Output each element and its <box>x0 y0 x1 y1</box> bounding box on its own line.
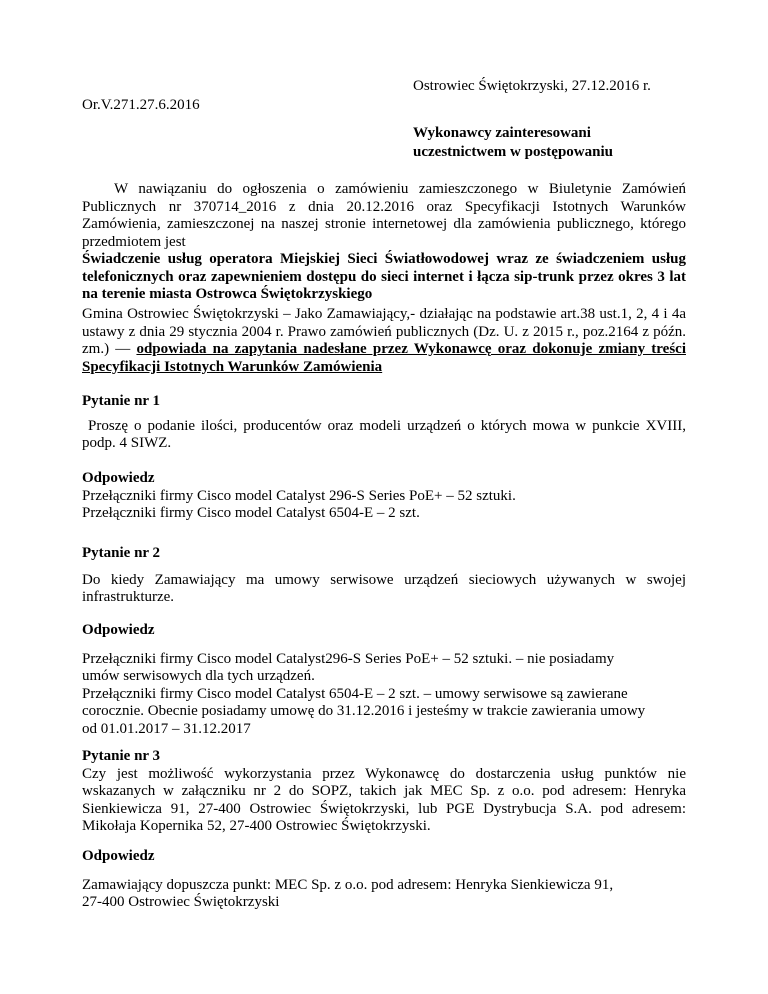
addressee-line-1: Wykonawcy zainteresowani <box>413 125 591 141</box>
answer-2 <box>82 622 686 738</box>
statement-text: Gmina Ostrowiec Świętokrzyski – Jako Zamawiający,- działając na podstawie art.38 ust.1, 2, 4 i 4a ustawy z dnia 29 stycznia 2004 r. Prawo zamówień publicznych (Dz. U. z 2015 r., poz.2164 z późn. zm.) — <box>82 306 686 357</box>
question-3 <box>82 748 686 836</box>
answer-1 <box>82 470 686 523</box>
question-2-heading: Pytanie nr 2 <box>82 545 161 561</box>
addressee-line-2: uczestnictwem w postępowaniu <box>413 144 613 160</box>
answer-2-line-2: umów serwisowych dla tych urządzeń. <box>82 668 315 684</box>
question-3-heading: Pytanie nr 3 <box>82 748 161 764</box>
intro-section <box>82 181 686 304</box>
place-date: Ostrowiec Świętokrzyski, 27.12.2016 r. <box>413 78 651 94</box>
answer-3-body <box>82 877 722 912</box>
subject-paragraph: Świadczenie usług operatora Miejskiej Sieci Światłowodowej wraz ze świadczeniem usług telefonicznych oraz zapewnieniem dostępu do sieci internet i łącza sip-trunk przez okres 3 lat na terenie miasta Ostrowca Świętokrzyskiego <box>82 251 686 302</box>
answer-2-heading: Odpowiedz <box>82 622 155 638</box>
question-3-text: Czy jest możliwość wykorzystania przez Wykonawcę do dostarczenia usług punktów nie wskazanych w załączniku nr 2 do SOPZ, takich jak MEC Sp. z o.o. pod adresem: Henryka Sienkiewicza 91, 27-400 Ostrowiec Świętokrzyski, lub PGE Dystrybucja S.A. pod adresem: Mikołaja Kopernika 52, 27-400 Ostrowiec Świętokrzyski. <box>82 765 686 834</box>
answer-1-heading: Odpowiedz <box>82 470 155 486</box>
question-1 <box>82 393 690 453</box>
question-1-heading: Pytanie nr 1 <box>82 393 161 409</box>
answer-2-body <box>82 651 722 739</box>
answer-2-line-5: od 01.01.2017 – 31.12.2017 <box>82 720 251 737</box>
answer-3-line-2: 27-400 Ostrowiec Świętokrzyski <box>82 894 280 910</box>
answer-3-heading: Odpowiedz <box>82 848 155 864</box>
answer-2-line-1: Przełączniki firmy Cisco model Catalyst296-S Series PoE+ – 52 sztuki. – nie posiadamy <box>82 650 615 667</box>
intro-paragraph: W nawiązaniu do ogłoszenia o zamówieniu zamieszczonego w Biuletynie Zamówień Publicznych nr 370714_2016 z dnia 20.12.2016 oraz Specyfikacji Istotnych Warunków Zamówienia, zamieszczonej na naszej stronie internetowej dla zamówienia publicznego, którego przedmiotem jest <box>82 181 686 250</box>
answer-3-line-1: Zamawiający dopuszcza punkt: MEC Sp. z o.o. pod adresem: Henryka Sienkiewicza 91, <box>82 876 614 893</box>
answer-2-line-4: corocznie. Obecnie posiadamy umowę do 31.12.2016 i jesteśmy w trakcie zawierania umowy <box>82 703 646 719</box>
question-2-text: Do kiedy Zamawiający ma umowy serwisowe urządzeń sieciowych używanych w swojej infrastrukturze. <box>82 571 686 605</box>
answer-2-line-3: Przełączniki firmy Cisco model Catalyst 6504-E – 2 szt. – umowy serwisowe są zawierane <box>82 685 628 702</box>
answer-1-line-2: Przełączniki firmy Cisco model Catalyst 6504-E – 2 szt. <box>82 505 420 521</box>
answer-3 <box>82 848 686 912</box>
statement-paragraph <box>82 306 686 376</box>
question-1-text: Proszę o podanie ilości, producentów oraz modeli urządzeń o których mowa w punkcie XVIII, podp. 4 SIWZ. <box>82 417 690 451</box>
statement-emphasis: odpowiada na zapytania nadesłane przez Wykonawcę oraz dokonuje zmiany treści Specyfikacji Istotnych Warunków Zamówienia <box>82 341 686 375</box>
answer-1-line-1: Przełączniki firmy Cisco model Catalyst 296-S Series PoE+ – 52 sztuki. <box>82 487 516 504</box>
question-2 <box>82 545 686 607</box>
reference-number: Or.V.271.27.6.2016 <box>82 97 200 113</box>
